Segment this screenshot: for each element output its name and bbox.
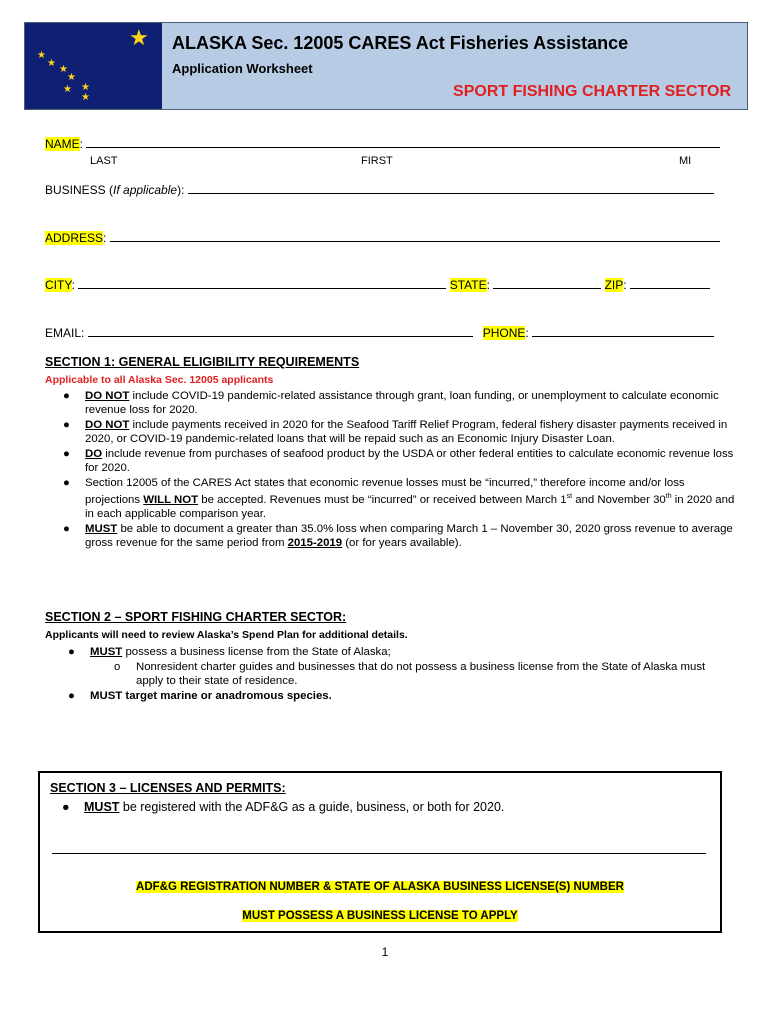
- registration-label: ADF&G REGISTRATION NUMBER & STATE OF ALASKA BUSINESS LICENSE(S) NUMBER: [136, 881, 624, 893]
- phone-label: PHONE: [482, 326, 526, 340]
- email-label: EMAIL: [45, 326, 82, 340]
- name-row: NAME:: [45, 136, 720, 151]
- name-label: NAME: [45, 137, 80, 151]
- section3-title: SECTION 3 – LICENSES AND PERMITS:: [50, 781, 286, 795]
- section3-box: [38, 771, 722, 933]
- city-field[interactable]: [78, 277, 446, 289]
- address-label: ADDRESS: [45, 231, 104, 245]
- city-state-zip-row: CITY: STATE: ZIP:: [45, 277, 710, 292]
- state-field[interactable]: [493, 277, 601, 289]
- list-item: ● Section 12005 of the CARES Act states that economic revenue losses must be “incurred,” therefore income and/or loss projections WILL NOT be accepted. Revenues must be “incurred” or received between March 1st and November 30th in 2020 and in each applicable comparison year.: [63, 477, 735, 520]
- title-box: [162, 23, 747, 109]
- section2-note: Applicants will need to review Alaska’s Spend Plan for additional details.: [45, 629, 408, 641]
- last-label: LAST: [90, 155, 118, 167]
- section3-list: [62, 800, 704, 815]
- section2-list: [68, 645, 710, 704]
- sector-heading: SPORT FISHING CHARTER SECTOR: [453, 83, 731, 100]
- zip-field[interactable]: [630, 277, 710, 289]
- dipper-star-icon: ★: [47, 58, 56, 69]
- business-row: BUSINESS (If applicable):: [45, 182, 714, 197]
- list-item: ● MUST be registered with the ADF&G as a guide, business, or both for 2020.: [62, 800, 505, 814]
- state-label: STATE: [449, 278, 487, 292]
- dipper-star-icon: ★: [59, 64, 68, 75]
- header-banner: [24, 22, 748, 110]
- email-phone-row: EMAIL: PHONE:: [45, 325, 714, 340]
- section1-note: Applicable to all Alaska Sec. 12005 applicants: [45, 374, 274, 386]
- list-item: ● MUST be able to document a greater than 35.0% loss when comparing March 1 – November 30, 2020 gross revenue to average gross revenue for the same period from 2015-2019 (or for years available).: [63, 522, 733, 549]
- address-row: ADDRESS:: [45, 230, 720, 245]
- list-item: ● MUST target marine or anadromous species.: [68, 690, 332, 702]
- must-possess-label: MUST POSSESS A BUSINESS LICENSE TO APPLY: [242, 910, 518, 922]
- page-number: 1: [381, 945, 389, 959]
- dipper-star-icon: ★: [63, 84, 72, 95]
- section1-list: [63, 389, 735, 551]
- zip-label: ZIP: [604, 278, 624, 292]
- section2-title: SECTION 2 – SPORT FISHING CHARTER SECTOR:: [45, 610, 347, 624]
- dipper-star-icon: ★: [81, 92, 90, 103]
- business-label: BUSINESS: [45, 183, 106, 197]
- document-subtitle: Application Worksheet: [172, 61, 313, 76]
- dipper-star-icon: ★: [81, 82, 90, 93]
- address-field[interactable]: [110, 230, 720, 242]
- business-note: If applicable: [113, 183, 178, 197]
- name-field[interactable]: [86, 136, 720, 148]
- dipper-star-icon: ★: [67, 72, 76, 83]
- list-subitem: o Nonresident charter guides and businesses that do not possess a business license from the State of Alaska must apply to their state of residence.: [114, 661, 706, 687]
- email-field[interactable]: [88, 325, 473, 337]
- phone-field[interactable]: [532, 325, 714, 337]
- document-title: ALASKA Sec. 12005 CARES Act Fisheries Assistance: [172, 33, 629, 53]
- city-label: CITY: [45, 278, 72, 292]
- business-field[interactable]: [188, 182, 714, 194]
- list-item: ● MUST possess a business license from the State of Alaska;: [68, 646, 391, 658]
- registration-number-field[interactable]: [52, 853, 706, 854]
- list-item: ● DO NOT include payments received in 2020 for the Seafood Tariff Relief Program, federal fishery disaster payments received in 2020, or COVID-19 pandemic-related loans that will be repaid such as an Economic Injury Disaster Loan.: [63, 419, 728, 445]
- mi-label: MI: [679, 155, 692, 167]
- list-item: ● DO NOT include COVID-19 pandemic-related assistance through grant, loan funding, or unemployment to calculate economic revenue loss for 2020.: [63, 390, 719, 416]
- section1-title: SECTION 1: GENERAL ELIGIBILITY REQUIREMENTS: [45, 355, 360, 369]
- list-item: ● DO include revenue from purchases of seafood product by the USDA or other federal entities to calculate economic revenue loss for 2020.: [63, 448, 734, 474]
- alaska-flag-icon: [25, 23, 162, 109]
- dipper-star-icon: ★: [37, 50, 46, 61]
- first-label: FIRST: [361, 155, 393, 167]
- north-star-icon: ★: [129, 25, 149, 50]
